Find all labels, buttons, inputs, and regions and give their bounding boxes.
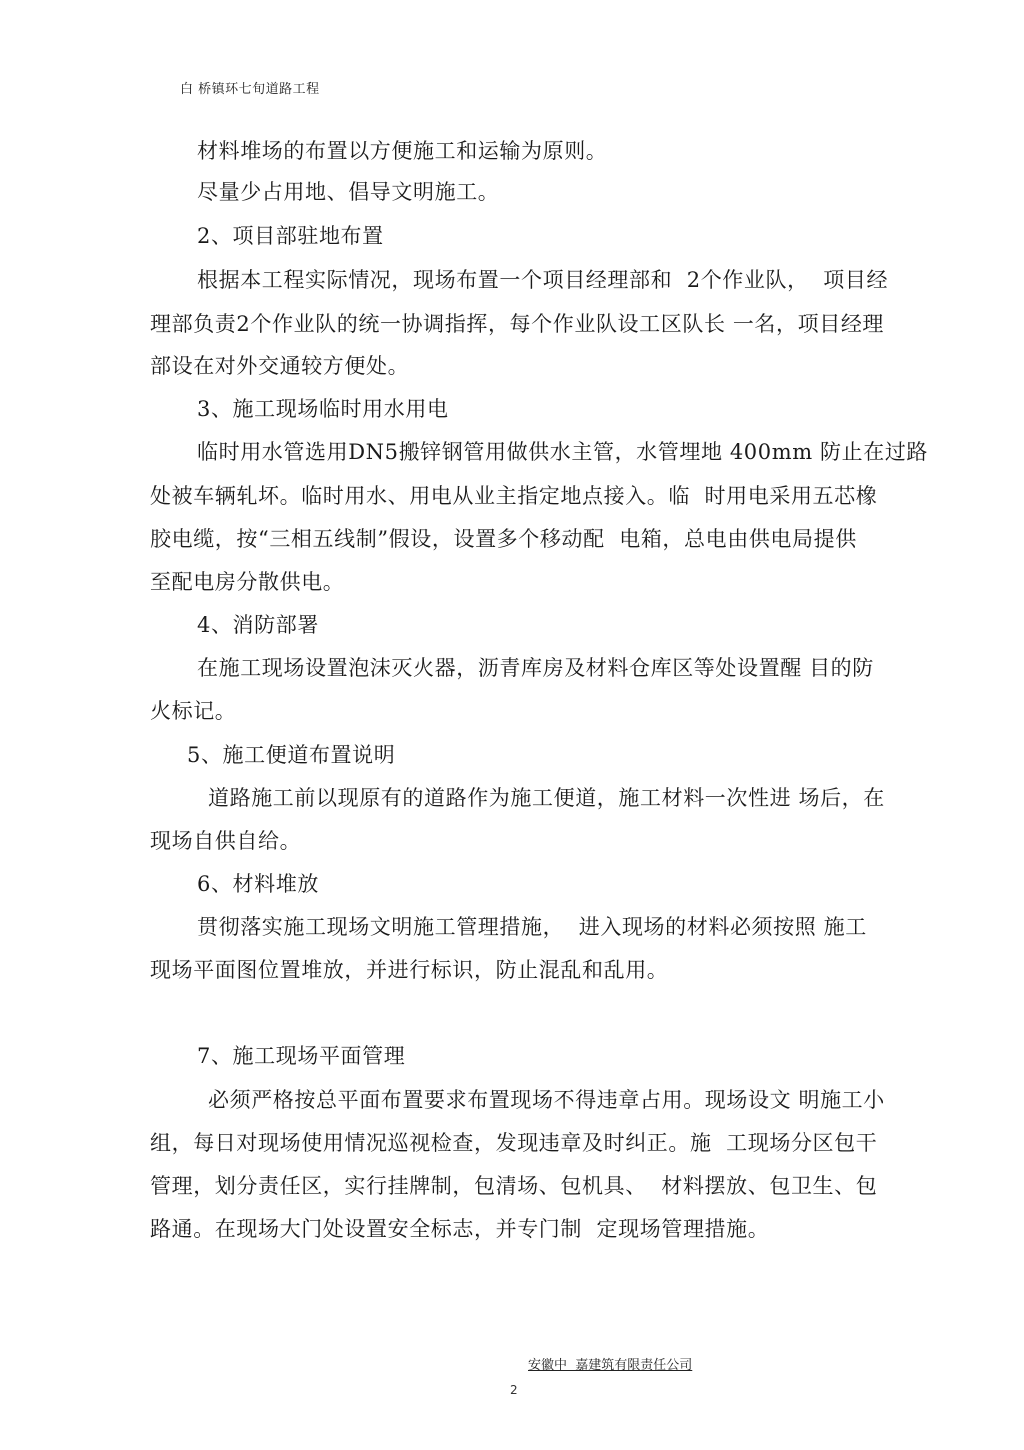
body-line: 至配电房分散供电。 xyxy=(150,570,345,594)
section-heading: 6、材料堆放 xyxy=(197,872,319,896)
document-header: 白 桥镇环七旬道路工程 xyxy=(180,82,320,97)
body-line: 根据本工程实际情况，现场布置一个项目经理部和 2个作业队， 项目经 xyxy=(197,268,889,292)
section-heading: 5、施工便道布置说明 xyxy=(187,743,396,767)
body-line: 管理，划分责任区，实行挂牌制，包清场、包机具、 材料摆放、包卫生、包 xyxy=(150,1174,878,1198)
page-number: 2 xyxy=(510,1383,518,1397)
body-line: 在施工现场设置泡沫灭火器，沥青库房及材料仓库区等处设置醒 目的防 xyxy=(197,656,874,680)
body-line: 道路施工前以现原有的道路作为施工便道，施工材料一次性进 场后，在 xyxy=(208,786,885,810)
body-line: 处被车辆轧坏。临时用水、用电从业主指定地点接入。临 时用电采用五芯橡 xyxy=(150,484,878,508)
body-line: 临时用水管选用DN5搬锌钢管用做供水主管，水管埋地 400mm 防止在过路 xyxy=(197,440,929,464)
body-line: 贯彻落实施工现场文明施工管理措施， 进入现场的材料必须按照 施工 xyxy=(197,915,867,939)
body-line: 必须严格按总平面布置要求布置现场不得违章占用。现场设文 明施工小 xyxy=(208,1088,885,1112)
body-line: 路通。在现场大门处设置安全标志，并专门制 定现场管理措施。 xyxy=(150,1217,770,1241)
body-line: 尽量少占用地、倡导文明施工。 xyxy=(197,180,500,204)
section-heading: 3、施工现场临时用水用电 xyxy=(197,397,449,421)
footer-company-name: 安徽中 嘉建筑有限责任公司 xyxy=(528,1358,693,1373)
body-line: 理部负责2个作业队的统一协调指挥，每个作业队设工区队长 一名，项目经理 xyxy=(150,312,885,336)
section-heading: 7、施工现场平面管理 xyxy=(197,1044,406,1068)
body-line: 现场自供自给。 xyxy=(150,829,302,853)
section-heading: 2、项目部驻地布置 xyxy=(197,224,384,248)
body-line: 组，每日对现场使用情况巡视检查，发现违章及时纠正。施 工现场分区包干 xyxy=(150,1131,878,1155)
section-heading: 4、消防部署 xyxy=(197,613,319,637)
body-line: 火标记。 xyxy=(150,699,237,723)
body-line: 部设在对外交通较方便处。 xyxy=(150,354,410,378)
body-line: 现场平面图位置堆放，并进行标识，防止混乱和乱用。 xyxy=(150,958,669,982)
body-line: 材料堆场的布置以方便施工和运输为原则。 xyxy=(197,139,608,163)
body-line: 胶电缆，按“三相五线制”假设，设置多个移动配 电箱，总电由供电局提供 xyxy=(150,527,857,551)
